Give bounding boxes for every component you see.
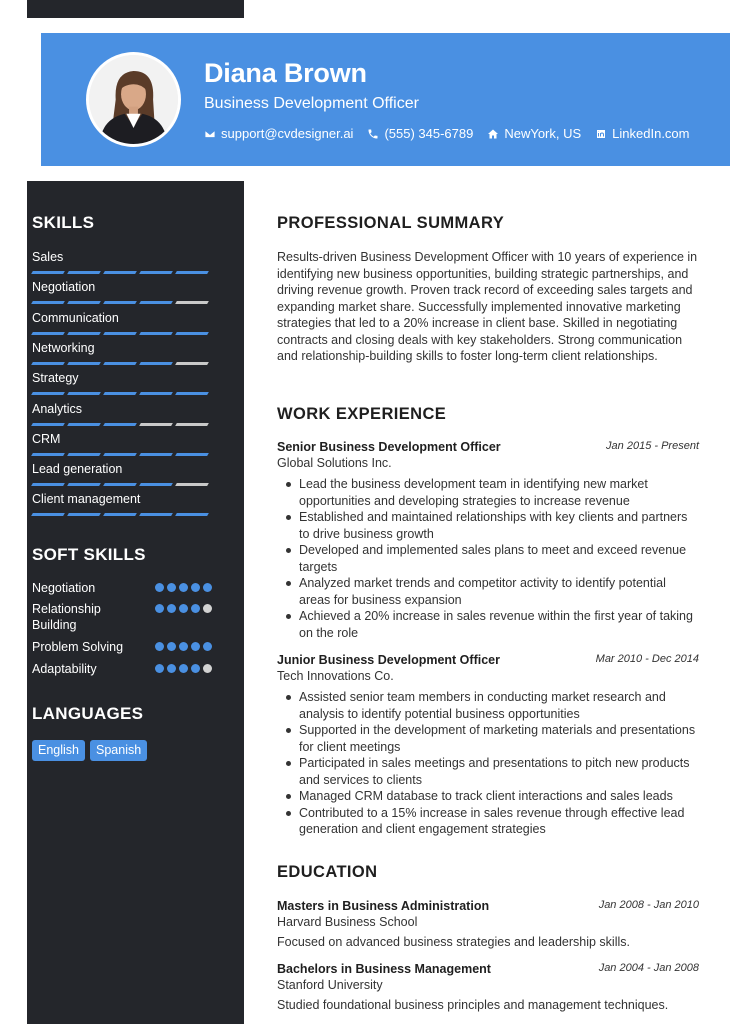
envelope-icon <box>204 128 216 140</box>
skill-level-segment <box>175 483 209 486</box>
skill-level-bar <box>32 332 212 335</box>
skill-name: Lead generation <box>32 462 123 477</box>
job-bullet: Established and maintained relationships with key clients and partners to drive business growth <box>277 509 699 542</box>
job-date: Mar 2010 - Dec 2014 <box>595 653 699 665</box>
soft-skill-item <box>32 580 212 596</box>
rating-dot <box>203 642 212 651</box>
education-date: Jan 2008 - Jan 2010 <box>598 899 699 911</box>
skill-level-segment <box>103 301 137 304</box>
skill-level-bar <box>32 453 212 456</box>
rating-dot <box>155 642 164 651</box>
skill-level-segment <box>31 392 65 395</box>
rating-dot <box>155 583 164 592</box>
rating-dot <box>203 664 212 673</box>
skill-level-segment <box>67 271 101 274</box>
job-bullet: Lead the business development team in identifying new market opportunities and developing strategies to increase revenue <box>277 476 699 509</box>
degree-title: Masters in Business Administration <box>277 899 490 913</box>
skill-level-segment <box>139 362 173 365</box>
education-heading: EDUCATION <box>277 863 378 881</box>
skill-level-bar <box>32 513 212 516</box>
job-company: Tech Innovations Co. <box>277 669 394 683</box>
home-icon <box>487 128 499 140</box>
skill-level-segment <box>31 483 65 486</box>
contact-location <box>487 126 581 141</box>
skill-level-segment <box>67 301 101 304</box>
skill-level-segment <box>67 453 101 456</box>
skill-level-segment <box>139 332 173 335</box>
rating-dot <box>191 604 200 613</box>
skill-level-segment <box>175 332 209 335</box>
job-bullet: Participated in sales meetings and presentations to pitch new products and services to clients <box>277 755 699 788</box>
rating-dot <box>203 583 212 592</box>
job-bullet: Assisted senior team members in conducting market research and analysis to identify potential business opportunities <box>277 689 699 722</box>
job-title: Junior Business Development Officer <box>277 653 500 667</box>
soft-skill-rating <box>152 664 212 673</box>
skill-name: Analytics <box>32 401 83 416</box>
language-badge: Spanish <box>90 740 147 761</box>
skill-level-segment <box>67 513 101 516</box>
soft-skill-rating <box>152 583 212 592</box>
job-bullet: Supported in the development of marketing materials and presentations for client meetings <box>277 722 699 755</box>
summary-heading: PROFESSIONAL SUMMARY <box>277 214 505 232</box>
rating-dot <box>167 664 176 673</box>
skill-level-segment <box>175 271 209 274</box>
education-entry <box>277 962 699 1012</box>
skill-name: Negotiation <box>32 280 96 295</box>
skill-name: Sales <box>32 250 64 264</box>
school-name: Harvard Business School <box>277 915 418 929</box>
language-badge: English <box>32 740 85 761</box>
candidate-name: Diana Brown <box>204 58 367 88</box>
work-heading: WORK EXPERIENCE <box>277 405 447 423</box>
job-date: Jan 2015 - Present <box>606 440 699 452</box>
skill-item <box>32 310 212 335</box>
contact-email-text: support@cvdesigner.ai <box>221 126 354 141</box>
skill-level-segment <box>31 362 65 365</box>
skill-level-segment <box>31 453 65 456</box>
soft-skill-name: Problem Solving <box>32 640 124 654</box>
skill-level-segment <box>175 392 209 395</box>
skill-level-segment <box>67 362 101 365</box>
skill-level-segment <box>175 301 209 304</box>
rating-dot <box>203 604 212 613</box>
skill-level-segment <box>103 271 137 274</box>
rating-dot <box>179 664 188 673</box>
skill-item <box>32 249 212 274</box>
contact-linkedin[interactable] <box>595 126 689 141</box>
languages-heading: LANGUAGES <box>32 704 144 723</box>
soft-skill-rating <box>152 642 212 651</box>
skill-level-segment <box>139 453 173 456</box>
rating-dot <box>179 583 188 592</box>
soft-skill-name: Negotiation <box>32 581 96 595</box>
languages-list <box>32 740 152 761</box>
skill-level-segment <box>175 453 209 456</box>
contact-location-text: NewYork, US <box>504 126 582 141</box>
job-title: Senior Business Development Officer <box>277 440 501 454</box>
skill-level-segment <box>67 392 101 395</box>
contact-phone-text: (555) 345-6789 <box>384 126 474 141</box>
skill-level-bar <box>32 271 212 274</box>
skill-level-segment <box>175 362 209 365</box>
soft-skill-name: Adaptability <box>32 662 97 676</box>
skill-level-bar <box>32 362 212 365</box>
soft-skills-heading: SOFT SKILLS <box>32 545 146 564</box>
degree-title: Bachelors in Business Management <box>277 962 491 976</box>
soft-skill-name: Relationship Building <box>32 602 101 632</box>
soft-skill-item <box>32 639 212 655</box>
skill-level-segment <box>103 332 137 335</box>
skill-level-segment <box>67 423 101 426</box>
skill-level-bar <box>32 301 212 304</box>
skill-item <box>32 431 212 456</box>
education-description: Studied foundational business principles and management techniques. <box>277 998 669 1012</box>
skill-name: Client management <box>32 492 141 507</box>
rating-dot <box>191 642 200 651</box>
skill-item <box>32 401 212 426</box>
skill-level-segment <box>103 483 137 486</box>
rating-dot <box>155 604 164 613</box>
skill-level-segment <box>31 513 65 516</box>
job-bullet: Contributed to a 15% increase in sales revenue through effective lead generation and client engagement strategies <box>277 805 699 838</box>
rating-dot <box>191 664 200 673</box>
skill-name: CRM <box>32 431 61 446</box>
skill-level-segment <box>175 513 209 516</box>
skill-level-bar <box>32 483 212 486</box>
skill-level-segment <box>31 301 65 304</box>
skill-name: Communication <box>32 310 119 325</box>
job-bullets <box>277 476 699 641</box>
skill-level-segment <box>139 392 173 395</box>
linkedin-icon <box>595 128 607 140</box>
skill-name: Strategy <box>32 371 79 386</box>
skill-level-segment <box>103 392 137 395</box>
contact-phone[interactable] <box>367 126 473 141</box>
soft-skill-item <box>32 601 212 633</box>
contact-linkedin-text: LinkedIn.com <box>612 126 690 141</box>
school-name: Stanford University <box>277 978 383 992</box>
summary-text: Results-driven Business Development Officer with 10 years of experience in identifying new business opportunities, building strategic partnerships, and driving revenue growth. Proven track record of exceeding sales targets and expanding market share. Successfully implemented innovative marketing strategies that led to a 20% increase in client base. Skilled in negotiating contracts and closing deals with key stakeholders. Strong communication and relationship-building skills to foster long-term client relationships. <box>277 250 698 363</box>
job-company: Global Solutions Inc. <box>277 456 392 470</box>
job-bullet: Achieved a 20% increase in sales revenue within the first year of taking on the role <box>277 608 699 641</box>
rating-dot <box>155 664 164 673</box>
skill-level-segment <box>139 301 173 304</box>
skill-level-segment <box>67 332 101 335</box>
rating-dot <box>167 604 176 613</box>
skill-item <box>32 370 212 395</box>
skill-item <box>32 491 212 516</box>
skill-item <box>32 340 212 365</box>
soft-skill-rating <box>152 604 212 613</box>
skill-level-bar <box>32 423 212 426</box>
skill-item <box>32 279 212 304</box>
rating-dot <box>179 642 188 651</box>
education-date: Jan 2004 - Jan 2008 <box>598 962 699 974</box>
education-description: Focused on advanced business strategies and leadership skills. <box>277 935 630 949</box>
rating-dot <box>167 642 176 651</box>
skill-level-segment <box>31 271 65 274</box>
skill-level-segment <box>31 423 65 426</box>
skill-level-segment <box>175 423 209 426</box>
skill-level-segment <box>103 362 137 365</box>
job-bullets <box>277 689 699 838</box>
skill-level-segment <box>103 423 137 426</box>
phone-icon <box>367 128 379 140</box>
job-bullet: Developed and implemented sales plans to meet and exceed revenue targets <box>277 542 699 575</box>
skill-level-segment <box>67 483 101 486</box>
contact-email[interactable] <box>204 126 353 141</box>
contact-row <box>204 126 704 141</box>
skill-level-segment <box>139 423 173 426</box>
skill-name: Networking <box>32 340 95 355</box>
skill-level-segment <box>103 513 137 516</box>
job-bullet: Managed CRM database to track client interactions and sales leads <box>277 788 699 805</box>
skills-heading: SKILLS <box>32 213 95 232</box>
skill-item <box>32 461 212 486</box>
job-entry <box>277 440 699 641</box>
skill-level-bar <box>32 392 212 395</box>
rating-dot <box>191 583 200 592</box>
skill-level-segment <box>139 271 173 274</box>
skill-level-segment <box>139 513 173 516</box>
soft-skill-item <box>32 661 212 677</box>
skill-level-segment <box>31 332 65 335</box>
job-bullet: Analyzed market trends and competitor activity to identify potential areas for business expansion <box>277 575 699 608</box>
skill-level-segment <box>139 483 173 486</box>
skill-level-segment <box>103 453 137 456</box>
job-entry <box>277 653 699 838</box>
profile-photo <box>86 52 181 147</box>
education-entry <box>277 899 699 949</box>
rating-dot <box>179 604 188 613</box>
candidate-title: Business Development Officer <box>204 95 419 112</box>
rating-dot <box>167 583 176 592</box>
